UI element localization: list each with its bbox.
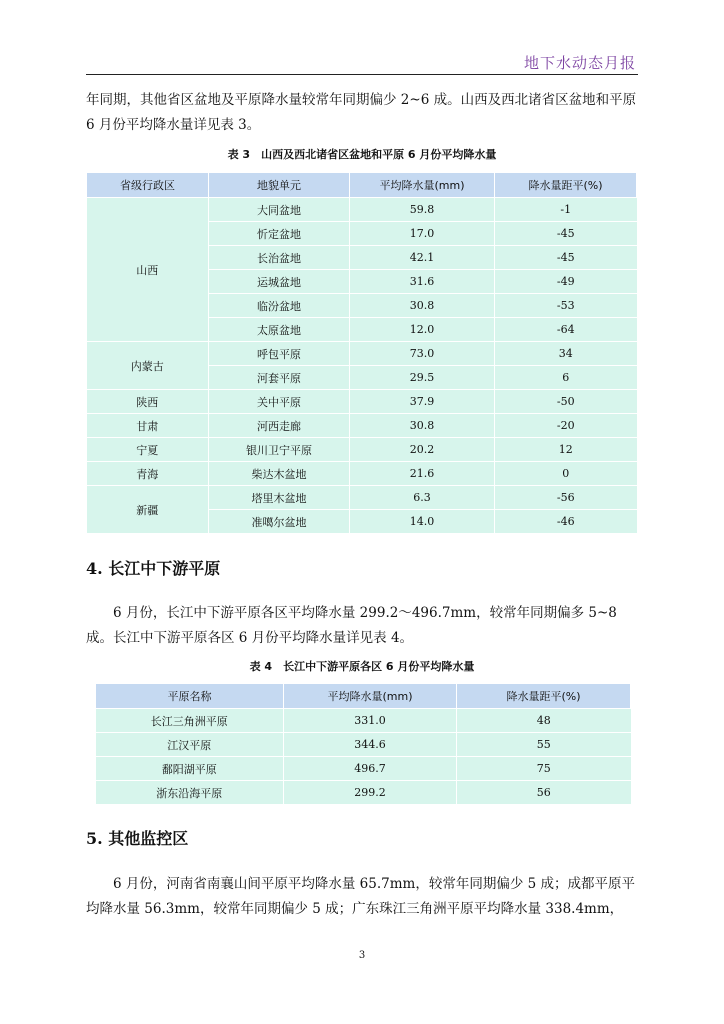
- precip-cell: 30.8: [350, 414, 495, 438]
- province-cell: 甘肃: [87, 414, 209, 438]
- plain-name-cell: 鄱阳湖平原: [96, 757, 284, 781]
- table4-header-name: 平原名称: [96, 684, 284, 709]
- anomaly-cell: 12: [495, 438, 637, 462]
- unit-cell: 柴达木盆地: [209, 462, 350, 486]
- table-row: [96, 757, 631, 781]
- precip-cell: 31.6: [350, 270, 495, 294]
- province-cell: 陕西: [87, 390, 209, 414]
- table3-header-anomaly: 降水量距平(%): [495, 173, 637, 198]
- anomaly-cell: 55: [457, 733, 631, 757]
- table4-header-anomaly: 降水量距平(%): [457, 684, 631, 709]
- unit-cell: 河套平原: [209, 366, 350, 390]
- precip-cell: 37.9: [350, 390, 495, 414]
- precip-cell: 42.1: [350, 246, 495, 270]
- plain-name-cell: 江汉平原: [96, 733, 284, 757]
- section5-heading: 5. 其他监控区: [86, 829, 189, 848]
- unit-cell: 呼包平原: [209, 342, 350, 366]
- section4-heading: 4. 长江中下游平原: [86, 559, 221, 578]
- precip-cell: 6.3: [350, 486, 495, 510]
- table3-header-row: [87, 173, 637, 198]
- table-row: [87, 462, 637, 486]
- precip-cell: 496.7: [284, 757, 457, 781]
- precip-cell: 17.0: [350, 222, 495, 246]
- intro-paragraph: 年同期，其他省区盆地及平原降水量较常年同期偏少 2~6 成。山西及西北诸省区盆地和平原 6 月份平均降水量详见表 3。: [86, 92, 637, 133]
- plain-name-cell: 浙东沿海平原: [96, 781, 284, 805]
- table3-header-unit: 地貌单元: [209, 173, 350, 198]
- table-row: [87, 486, 637, 510]
- precip-cell: 21.6: [350, 462, 495, 486]
- precip-cell: 14.0: [350, 510, 495, 534]
- anomaly-cell: -50: [495, 390, 637, 414]
- anomaly-cell: -45: [495, 222, 637, 246]
- precip-cell: 59.8: [350, 198, 495, 222]
- section4-paragraph: 6 月份，长江中下游平原各区平均降水量 299.2～496.7mm，较常年同期偏多 5~8 成。长江中下游平原各区 6 月份平均降水量详见表 4。: [86, 605, 617, 646]
- precip-cell: 20.2: [350, 438, 495, 462]
- unit-cell: 准噶尔盆地: [209, 510, 350, 534]
- table-row: [87, 438, 637, 462]
- table-row: [87, 198, 637, 222]
- table3: [86, 172, 637, 534]
- anomaly-cell: 34: [495, 342, 637, 366]
- precip-cell: 30.8: [350, 294, 495, 318]
- page-number: 3: [358, 950, 366, 961]
- page-header: [86, 48, 638, 75]
- anomaly-cell: 6: [495, 366, 637, 390]
- unit-cell: 河西走廊: [209, 414, 350, 438]
- province-cell: 青海: [87, 462, 209, 486]
- precip-cell: 344.6: [284, 733, 457, 757]
- table4-caption: 表 4 长江中下游平原各区 6 月份平均降水量: [249, 660, 475, 673]
- anomaly-cell: -20: [495, 414, 637, 438]
- table3-header-province: 省级行政区: [87, 173, 209, 198]
- unit-cell: 太原盆地: [209, 318, 350, 342]
- precip-cell: 73.0: [350, 342, 495, 366]
- precip-cell: 12.0: [350, 318, 495, 342]
- precip-cell: 299.2: [284, 781, 457, 805]
- plain-name-cell: 长江三角洲平原: [96, 709, 284, 733]
- table3-header-precip: 平均降水量(mm): [350, 173, 495, 198]
- anomaly-cell: -64: [495, 318, 637, 342]
- table-row: [96, 781, 631, 805]
- unit-cell: 塔里木盆地: [209, 486, 350, 510]
- report-title: 地下水动态月报: [523, 54, 636, 72]
- anomaly-cell: 0: [495, 462, 637, 486]
- anomaly-cell: -49: [495, 270, 637, 294]
- province-cell: 新疆: [87, 486, 209, 534]
- anomaly-cell: -46: [495, 510, 637, 534]
- anomaly-cell: 56: [457, 781, 631, 805]
- table-row: [87, 342, 637, 366]
- province-cell: 山西: [87, 198, 209, 342]
- anomaly-cell: 75: [457, 757, 631, 781]
- unit-cell: 大同盆地: [209, 198, 350, 222]
- unit-cell: 银川卫宁平原: [209, 438, 350, 462]
- section5-paragraph: 6 月份，河南省南襄山间平原平均降水量 65.7mm，较常年同期偏少 5 成；成都平原平均降水量 56.3mm，较常年同期偏少 5 成；广东珠江三角洲平原平均降水量 338.4mm，: [86, 876, 636, 917]
- table-row: [87, 390, 637, 414]
- table-row: [87, 414, 637, 438]
- table4-header-precip: 平均降水量(mm): [284, 684, 457, 709]
- table3-caption: 表 3 山西及西北诸省区盆地和平原 6 月份平均降水量: [227, 148, 497, 161]
- unit-cell: 长治盆地: [209, 246, 350, 270]
- table4-header-row: [96, 684, 631, 709]
- table4: [95, 683, 631, 805]
- unit-cell: 运城盆地: [209, 270, 350, 294]
- precip-cell: 331.0: [284, 709, 457, 733]
- anomaly-cell: -1: [495, 198, 637, 222]
- table-row: [96, 733, 631, 757]
- unit-cell: 忻定盆地: [209, 222, 350, 246]
- anomaly-cell: -45: [495, 246, 637, 270]
- anomaly-cell: 48: [457, 709, 631, 733]
- province-cell: 内蒙古: [87, 342, 209, 390]
- precip-cell: 29.5: [350, 366, 495, 390]
- anomaly-cell: -56: [495, 486, 637, 510]
- anomaly-cell: -53: [495, 294, 637, 318]
- province-cell: 宁夏: [87, 438, 209, 462]
- table-row: [96, 709, 631, 733]
- unit-cell: 临汾盆地: [209, 294, 350, 318]
- unit-cell: 关中平原: [209, 390, 350, 414]
